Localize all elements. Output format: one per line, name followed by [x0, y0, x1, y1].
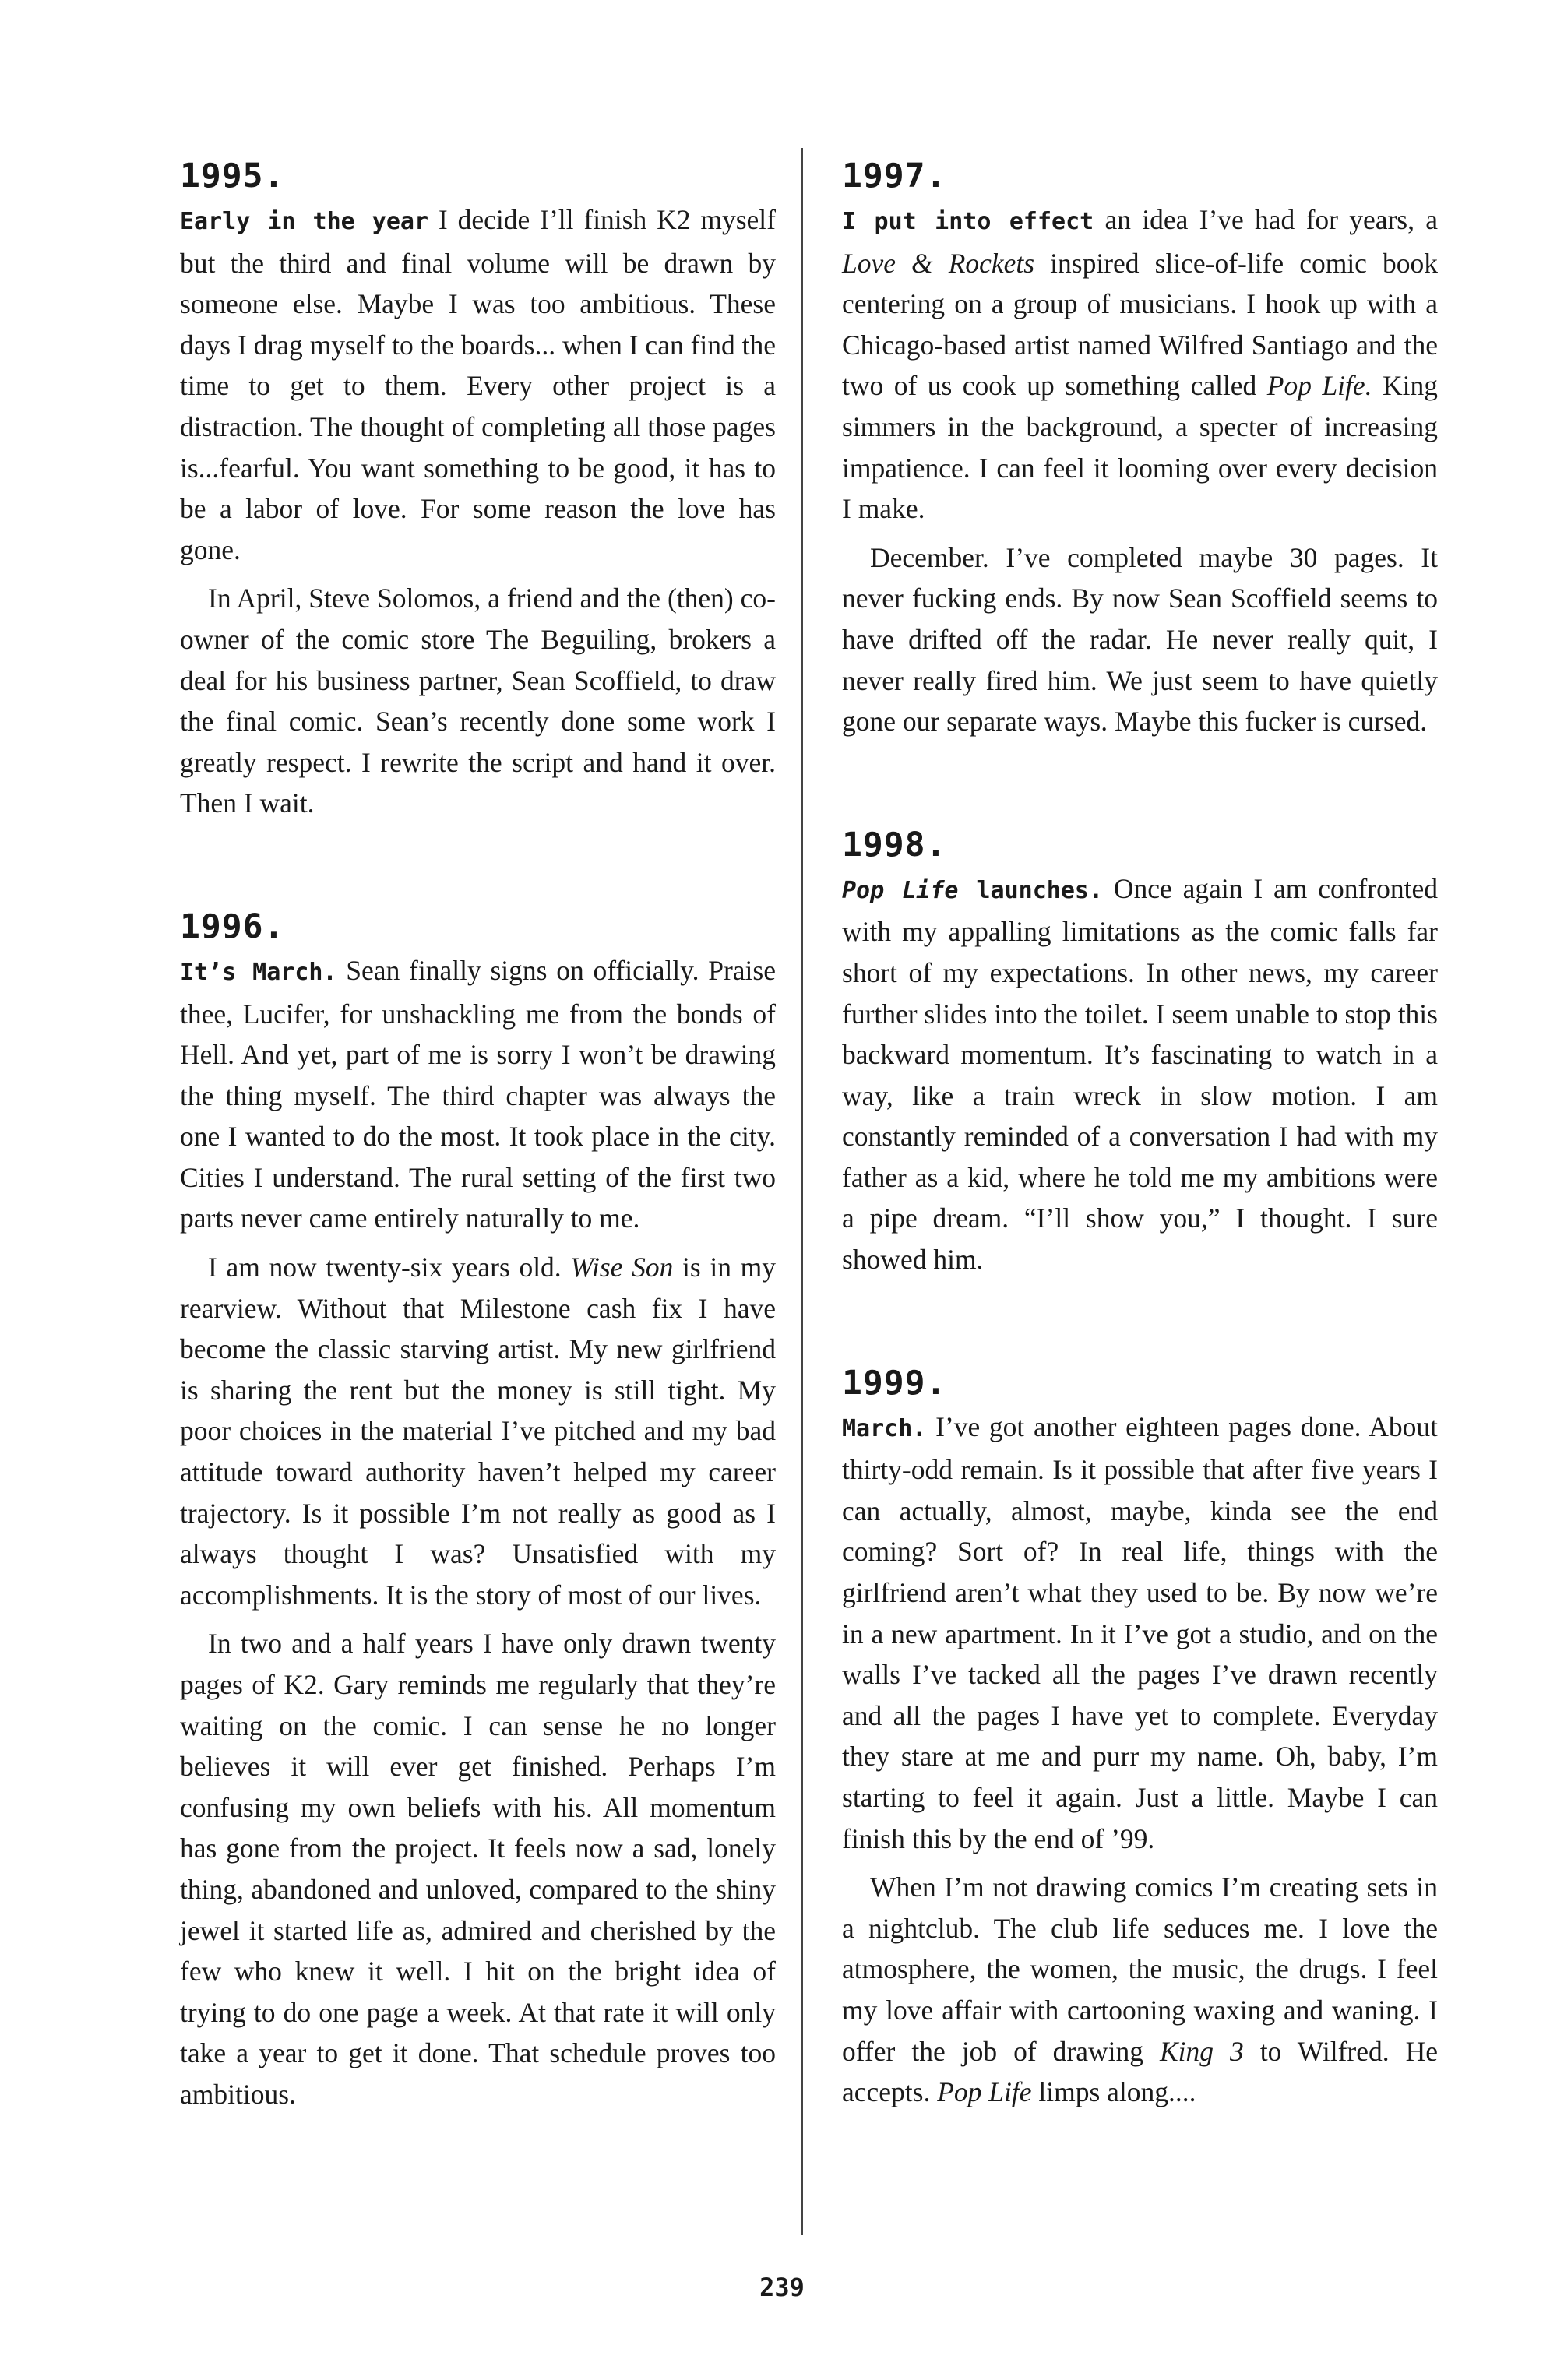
paragraph: In two and a half years I have only drawn twenty pages of K2. Gary reminds me regularly that they’re waiting on the comic. I can sense he no longer believes it will ever get finished. Perhaps I’m confusing my own beliefs with his. All momentum has gone from the project. It feels now a sad, lonely thing, abandoned and unloved, compared to the shiny jewel it started life as, admired and cherished by the few who knew it well. I hit on the bright idea of trying to do one page a week. At that rate it will only take a year to get it done. That schedule proves too ambitious. [180, 1628, 776, 2110]
italic-title: Wise Son [570, 1252, 674, 1283]
entry-1998 [842, 822, 1438, 1280]
entry-1999 [842, 1360, 1438, 2113]
year-heading: 1996. [180, 907, 285, 946]
lead-in: Early in the year [180, 208, 429, 235]
paragraph [842, 1867, 1438, 2113]
entry-1996 [180, 903, 776, 2115]
lead-in: It’s March. [180, 958, 337, 986]
paragraph-text: inspired slice-of-life comic book centering on a group of musicians. I hook up with a Chicago-based artist named Wilfred Santiago and the two of us cook up something called [842, 247, 1438, 402]
paragraph-text: limps along.... [1031, 2076, 1196, 2108]
paragraph-text: I decide I’ll finish K2 myself but the third and final volume will be drawn by someone else. Maybe I was too ambitious. These days I drag myself to the boards... when I can find the time to get to them. Every other project is a distraction. The thought of completing all those pages is...fearful. You want something to be good, it has to be a labor of love. For some reason the love has gone. [180, 204, 777, 565]
paragraph [180, 199, 776, 570]
lead-in-text: launches. [958, 876, 1104, 904]
lead-in: March. [842, 1414, 927, 1442]
lead-in: I put into effect [842, 208, 1094, 235]
paragraph: In April, Steve Solomos, a friend and the (then) co-owner of the comic store The Beguiling, brokers a deal for his business partner, Sean Scoffield, to draw the final comic. Sean’s recently done some work I greatly respect. I rewrite the script and hand it over. Then I wait. [180, 583, 776, 819]
paragraph-text: an idea I’ve had for years, a [1094, 204, 1439, 235]
paragraph-text: I am now twenty-six years old. [208, 1252, 571, 1283]
year-heading: 1995. [180, 157, 285, 195]
italic-title: Love & Rockets [842, 247, 1035, 279]
italic-title: King 3 [1159, 2035, 1244, 2067]
italic-title: Pop Life [937, 2076, 1032, 2108]
column-divider [801, 148, 803, 2235]
lead-in [842, 877, 1103, 904]
paragraph [842, 1407, 1438, 1860]
italic-title: Pop Life [842, 876, 959, 904]
paragraph [180, 950, 776, 1239]
paragraph [180, 1247, 776, 1615]
paragraph [842, 199, 1438, 530]
page-number: 239 [759, 2273, 805, 2302]
paragraph-text: King simmers in the background, a specter of increasing impatience. I can feel it looming over every decision I make. [842, 370, 1438, 525]
year-heading: 1999. [842, 1363, 947, 1403]
italic-title: Pop Life. [1266, 370, 1372, 402]
paragraph-text: is in my rearview. Without that Milestone cash fix I have become the classic starving artist. My new girlfriend is sharing the rent but the money is still tight. My poor choices in the material I’ve pitched and my bad attitude toward authority haven’t helped my career trajectory. Is it possible I’m not really as good as I always thought I was? Unsatisfied with my accomplishments. It is the story of most of our lives. [180, 1252, 776, 1611]
entry-1997 [842, 153, 1438, 742]
paragraph-text: Sean finally signs on officially. Praise thee, Lucifer, for unshackling me from the bonds of Hell. And yet, part of me is sorry I won’t be drawing the thing myself. The third chapter was always the one I wanted to do the most. It took place in the city. Cities I understand. The rural setting of the first two parts never came entirely naturally to me. [180, 954, 776, 1234]
entry-1995 [180, 153, 776, 824]
paragraph [842, 868, 1438, 1280]
paragraph-text: to Wilfred. He accepts. [842, 2035, 1438, 2108]
right-column [842, 153, 1438, 2113]
paragraph-text: I’ve got another eighteen pages done. About thirty-odd remain. Is it possible that after five years I can actually, almost, maybe, kinda see the end coming? Sort of? In real life, things with the girlfriend aren’t what they used to be. By now we’re in a new apartment. In it I’ve got a studio, and on the walls I’ve tacked all the pages I’ve drawn recently and all the pages I have yet to complete. Everyday they stare at me and purr my name. Oh, baby, I’m starting to feel it again. Just a little. Maybe I can finish this by the end of ’99. [842, 1410, 1438, 1854]
paragraph-text: Once again I am confronted with my appalling limitations as the comic falls far short of my expectations. In other news, my career further slides into the toilet. I seem unable to stop this backward momentum. It’s fascinating to watch in a way, like a train wreck in slow motion. I am constantly reminded of a conversation I had with my father as a kid, where he told me my ambitions were a pipe dream. “I’ll show you,” I thought. I sure showed him. [842, 872, 1438, 1276]
paragraph-text: When I’m not drawing comics I’m creating sets in a nightclub. The club life seduces me. I love the atmosphere, the women, the music, the drugs. I feel my love affair with cartooning waxing and waning. I offer the job of drawing [842, 1871, 1438, 2067]
paragraph: December. I’ve completed maybe 30 pages. It never fucking ends. By now Sean Scoffield seems to have drifted off the radar. He never really quit, I never really fired him. We just seem to have quietly gone our separate ways. Maybe this fucker is cursed. [842, 541, 1438, 738]
left-column [180, 153, 776, 2115]
year-heading: 1998. [842, 825, 947, 864]
year-heading: 1997. [842, 157, 947, 195]
